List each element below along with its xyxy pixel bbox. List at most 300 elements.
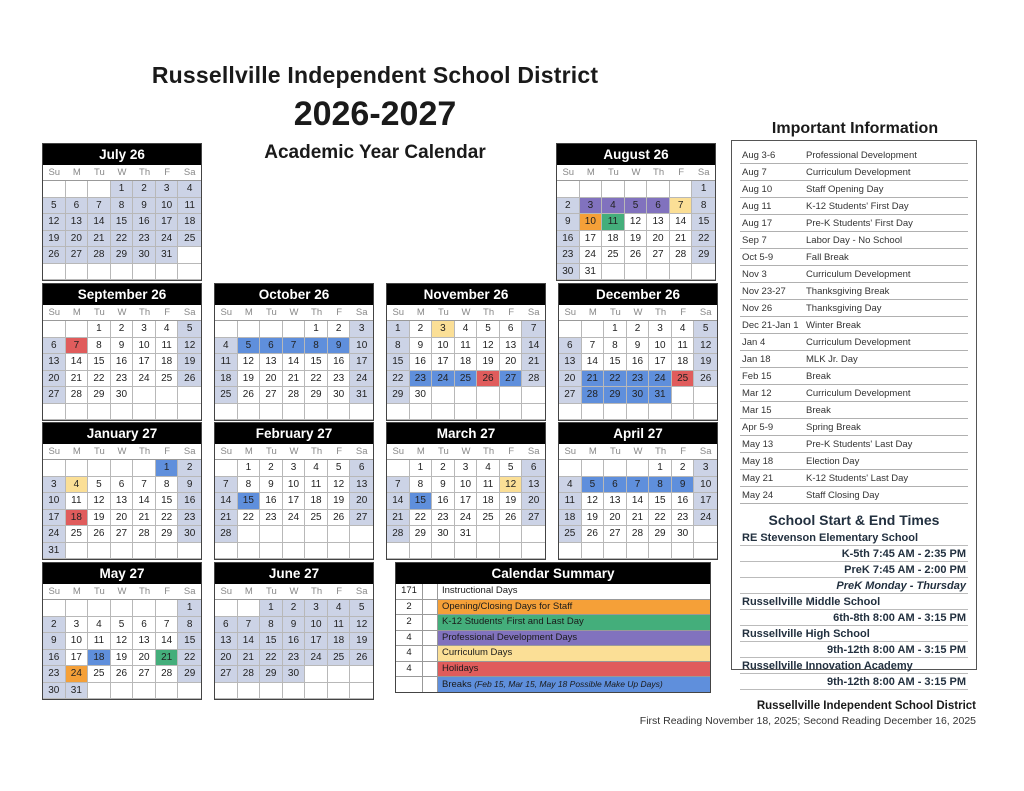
empty-day-cell [178,264,201,281]
day-cell: 6 [500,321,523,338]
info-label: Election Day [806,455,860,467]
weekday-label: Su [48,307,61,318]
empty-day-cell [283,526,306,543]
weekday-label: Sa [697,167,710,178]
day-cell: 17 [649,354,672,371]
day-cell: 22 [387,371,410,388]
day-cell: 23 [133,231,156,248]
day-cell: 8 [604,338,627,355]
day-cell: 3 [580,198,603,215]
empty-day-cell [387,460,410,477]
month-calendar-august-26 [556,143,716,281]
empty-day-cell [111,460,134,477]
day-cell: 24 [580,247,603,264]
weekday-label: Th [655,446,667,457]
day-cell: 29 [260,666,283,683]
important-info-row [740,249,968,266]
day-cell: 5 [625,198,648,215]
month-day-grid [215,460,373,559]
info-label: Spring Break [806,421,861,433]
day-cell: 18 [215,371,238,388]
day-cell: 5 [500,460,523,477]
info-date: Oct 5-9 [742,251,774,263]
day-cell: 22 [692,231,715,248]
info-label: K-12 Students' First Day [806,200,909,212]
day-cell: 17 [43,510,66,527]
day-cell: 15 [111,214,134,231]
important-info-row [740,266,968,283]
day-cell: 2 [283,600,306,617]
empty-day-cell [455,404,478,421]
empty-day-cell [66,321,89,338]
day-cell: 23 [432,510,455,527]
empty-day-cell [625,181,648,198]
weekday-label: M [588,307,597,318]
day-cell: 28 [215,526,238,543]
info-label: Curriculum Development [806,166,911,178]
day-cell: 30 [178,526,201,543]
day-cell: 18 [305,493,328,510]
day-cell: 31 [580,264,603,281]
day-cell: 11 [88,633,111,650]
empty-day-cell [133,683,156,700]
weekday-label: M [416,307,425,318]
day-cell: 20 [133,650,156,667]
empty-day-cell [582,404,605,421]
empty-day-cell [672,543,695,560]
day-cell: 11 [328,617,351,634]
month-day-grid [559,460,717,559]
month-calendar-may-27 [42,562,202,700]
info-date: May 18 [742,455,774,467]
empty-day-cell [647,181,670,198]
weekday-label: Tu [266,446,277,457]
day-cell: 7 [133,477,156,494]
weekday-label: F [680,307,687,318]
day-cell: 11 [156,338,179,355]
info-date: May 13 [742,438,774,450]
empty-day-cell [43,460,66,477]
summary-row [396,631,710,647]
day-cell: 7 [670,198,693,215]
important-info-row [740,385,968,402]
day-cell: 8 [260,617,283,634]
day-cell: 2 [133,181,156,198]
summary-row [396,662,710,678]
month-title: September 26 [43,284,201,305]
info-label: Staff Closing Day [806,489,880,501]
weekday-label: Tu [438,446,449,457]
day-cell: 8 [238,477,261,494]
day-cell: 15 [178,633,201,650]
summary-count: 4 [396,662,423,677]
school-times-section [740,512,968,690]
day-cell: 28 [66,387,89,404]
calendar-summary-title: Calendar Summary [396,563,710,584]
day-cell: 20 [215,650,238,667]
day-cell: 11 [215,354,238,371]
empty-day-cell [432,543,455,560]
weekday-label: Th [483,446,495,457]
empty-day-cell [111,683,134,700]
weekday-header-row [43,444,201,460]
summary-count: 4 [396,646,423,661]
day-cell: 10 [455,477,478,494]
summary-label-bar [438,584,710,599]
weekday-label: M [72,167,81,178]
weekday-label: W [461,307,471,318]
day-cell: 22 [111,231,134,248]
weekday-label: Su [392,307,405,318]
day-cell: 16 [672,493,695,510]
weekday-header-row [43,165,201,181]
day-cell: 28 [670,247,693,264]
month-calendar-january-27 [42,422,202,560]
day-cell: 14 [627,493,650,510]
day-cell: 26 [238,387,261,404]
weekday-header-row [387,305,545,321]
info-label: K-12 Students' Last Day [806,472,909,484]
day-cell: 12 [88,493,111,510]
day-cell: 6 [604,477,627,494]
weekday-label: W [117,167,127,178]
day-cell: 22 [156,510,179,527]
day-cell: 6 [43,338,66,355]
day-cell: 21 [156,650,179,667]
summary-label: Holidays [442,662,479,674]
weekday-label: Tu [610,307,621,318]
weekday-label: Sa [355,586,368,597]
school-name: RE Stevenson Elementary School [740,530,968,546]
day-cell: 15 [387,354,410,371]
day-cell: 22 [260,650,283,667]
empty-day-cell [66,600,89,617]
day-cell: 4 [88,617,111,634]
day-cell: 9 [432,477,455,494]
day-cell: 30 [283,666,306,683]
summary-count: 171 [396,584,423,599]
weekday-label: F [164,586,171,597]
day-cell: 27 [111,526,134,543]
day-cell: 3 [283,460,306,477]
empty-day-cell [215,543,238,560]
day-cell: 6 [215,617,238,634]
month-day-grid [43,321,201,420]
day-cell: 4 [455,321,478,338]
day-cell: 18 [88,650,111,667]
empty-day-cell [582,460,605,477]
weekday-label: Th [655,307,667,318]
empty-day-cell [522,387,545,404]
weekday-label: Sa [183,586,196,597]
day-cell: 15 [260,633,283,650]
weekday-label: M [244,307,253,318]
weekday-label: M [72,446,81,457]
empty-day-cell [133,543,156,560]
school-name: Russellville Middle School [740,594,968,610]
district-title: Russellville Independent School District [151,62,599,88]
important-info-row [740,283,968,300]
day-cell: 23 [328,371,351,388]
day-cell: 6 [350,460,373,477]
day-cell: 9 [178,477,201,494]
empty-day-cell [559,543,582,560]
day-cell: 3 [694,460,717,477]
weekday-label: W [289,586,299,597]
day-cell: 27 [260,387,283,404]
day-cell: 24 [649,371,672,388]
empty-day-cell [350,404,373,421]
weekday-label: Tu [94,167,105,178]
weekday-label: Th [139,167,151,178]
empty-day-cell [178,247,201,264]
weekday-header-row [43,305,201,321]
empty-day-cell [156,600,179,617]
info-date: May 21 [742,472,774,484]
day-cell: 28 [582,387,605,404]
month-day-grid [215,321,373,420]
day-cell: 25 [215,387,238,404]
day-cell: 30 [111,387,134,404]
day-cell: 19 [625,231,648,248]
day-cell: 15 [604,354,627,371]
day-cell: 12 [625,214,648,231]
empty-day-cell [43,321,66,338]
summary-spacer-cell [423,631,438,646]
day-cell: 25 [477,510,500,527]
empty-day-cell [305,526,328,543]
empty-day-cell [111,600,134,617]
month-title: June 27 [215,563,373,584]
school-name: Russellville Innovation Academy [740,658,968,674]
info-label: Curriculum Development [806,268,911,280]
weekday-label: W [461,446,471,457]
empty-day-cell [283,543,306,560]
weekday-label: Su [220,307,233,318]
day-cell: 1 [238,460,261,477]
day-cell: 22 [305,371,328,388]
day-cell: 12 [582,493,605,510]
day-cell: 4 [328,600,351,617]
info-label: Break [806,404,831,416]
day-cell: 25 [156,371,179,388]
empty-day-cell [111,404,134,421]
info-date: Jan 18 [742,353,771,365]
info-date: Mar 12 [742,387,772,399]
day-cell: 15 [410,493,433,510]
summary-count: 2 [396,600,423,615]
day-cell: 12 [477,338,500,355]
day-cell: 20 [604,510,627,527]
day-cell: 2 [43,617,66,634]
day-cell: 18 [602,231,625,248]
day-cell: 25 [328,650,351,667]
day-cell: 23 [43,666,66,683]
empty-day-cell [559,460,582,477]
month-title: January 27 [43,423,201,444]
day-cell: 27 [43,387,66,404]
day-cell: 8 [178,617,201,634]
day-cell: 22 [238,510,261,527]
weekday-label: Sa [699,446,712,457]
day-cell: 5 [350,600,373,617]
info-label: Curriculum Development [806,336,911,348]
summary-row [396,584,710,600]
important-info-row [740,334,968,351]
day-cell: 28 [238,666,261,683]
weekday-label: W [289,446,299,457]
weekday-header-row [559,305,717,321]
empty-day-cell [477,404,500,421]
empty-day-cell [305,683,328,700]
empty-day-cell [215,404,238,421]
day-cell: 22 [649,510,672,527]
month-day-grid [43,181,201,280]
info-date: Nov 23-27 [742,285,786,297]
info-label: Professional Development [806,149,917,161]
day-cell: 14 [522,338,545,355]
day-cell: 16 [627,354,650,371]
day-cell: 27 [500,371,523,388]
empty-day-cell [602,264,625,281]
day-cell: 4 [602,198,625,215]
day-cell: 7 [522,321,545,338]
day-cell: 23 [283,650,306,667]
weekday-label: M [586,167,595,178]
summary-row [396,600,710,616]
day-cell: 19 [500,493,523,510]
day-cell: 16 [133,214,156,231]
day-cell: 18 [559,510,582,527]
important-info-row [740,317,968,334]
weekday-label: W [631,167,641,178]
weekday-label: Th [483,307,495,318]
important-info-row [740,470,968,487]
day-cell: 5 [238,338,261,355]
day-cell: 20 [111,510,134,527]
empty-day-cell [672,387,695,404]
day-cell: 15 [649,493,672,510]
summary-label-bar [438,646,710,661]
day-cell: 30 [410,387,433,404]
info-date: May 24 [742,489,774,501]
day-cell: 14 [88,214,111,231]
empty-day-cell [350,543,373,560]
day-cell: 3 [350,321,373,338]
day-cell: 26 [625,247,648,264]
day-cell: 25 [559,526,582,543]
day-cell: 2 [178,460,201,477]
school-times-title: School Start & End Times [768,512,940,528]
day-cell: 29 [178,666,201,683]
day-cell: 25 [602,247,625,264]
summary-row [396,646,710,662]
school-time-line: 6th-8th 8:00 AM - 3:15 PM [740,610,968,626]
day-cell: 2 [260,460,283,477]
weekday-label: F [508,307,515,318]
day-cell: 9 [627,338,650,355]
day-cell: 28 [156,666,179,683]
day-cell: 1 [178,600,201,617]
day-cell: 24 [455,510,478,527]
day-cell: 16 [410,354,433,371]
day-cell: 25 [66,526,89,543]
empty-day-cell [387,404,410,421]
month-calendar-september-26 [42,283,202,421]
summary-label-bar [438,631,710,646]
month-title: April 27 [559,423,717,444]
weekday-label: Tu [608,167,619,178]
empty-day-cell [627,404,650,421]
info-label: Thanksgiving Day [806,302,882,314]
day-cell: 6 [133,617,156,634]
day-cell: 12 [328,477,351,494]
day-cell: 16 [260,493,283,510]
day-cell: 21 [582,371,605,388]
important-info-row [740,215,968,232]
weekday-label: Tu [610,446,621,457]
summary-spacer-cell [423,600,438,615]
day-cell: 7 [88,198,111,215]
month-day-grid [387,460,545,559]
weekday-label: W [633,446,643,457]
day-cell: 19 [88,510,111,527]
day-cell: 12 [238,354,261,371]
school-time-line: 9th-12th 8:00 AM - 3:15 PM [740,642,968,658]
day-cell: 12 [500,477,523,494]
info-date: Dec 21-Jan 1 [742,319,799,331]
weekday-label: Su [48,167,61,178]
empty-day-cell [215,600,238,617]
important-info-row [740,453,968,470]
day-cell: 13 [133,633,156,650]
school-year-title: 2026-2027 [293,95,457,133]
day-cell: 24 [133,371,156,388]
weekday-label: Tu [266,307,277,318]
empty-day-cell [156,264,179,281]
empty-day-cell [582,321,605,338]
month-calendar-december-26 [558,283,718,421]
empty-day-cell [156,404,179,421]
empty-day-cell [43,600,66,617]
summary-label-bar [438,677,710,692]
day-cell: 17 [305,633,328,650]
summary-label: Professional Development Days [442,631,578,643]
summary-label: K-12 Students' First and Last Day [442,616,584,627]
day-cell: 6 [559,338,582,355]
empty-day-cell [43,181,66,198]
info-date: Nov 3 [742,268,767,280]
day-cell: 29 [649,526,672,543]
weekday-label: M [244,586,253,597]
day-cell: 19 [328,493,351,510]
empty-day-cell [694,387,717,404]
day-cell: 21 [670,231,693,248]
summary-label: Breaks [442,679,475,690]
empty-day-cell [133,264,156,281]
empty-day-cell [328,666,351,683]
empty-day-cell [215,683,238,700]
day-cell: 23 [178,510,201,527]
month-calendar-november-26 [386,283,546,421]
weekday-label: Su [48,446,61,457]
day-cell: 19 [582,510,605,527]
day-cell: 25 [178,231,201,248]
weekday-header-row [215,305,373,321]
day-cell: 22 [178,650,201,667]
empty-day-cell [350,683,373,700]
calendar-summary [395,562,711,693]
